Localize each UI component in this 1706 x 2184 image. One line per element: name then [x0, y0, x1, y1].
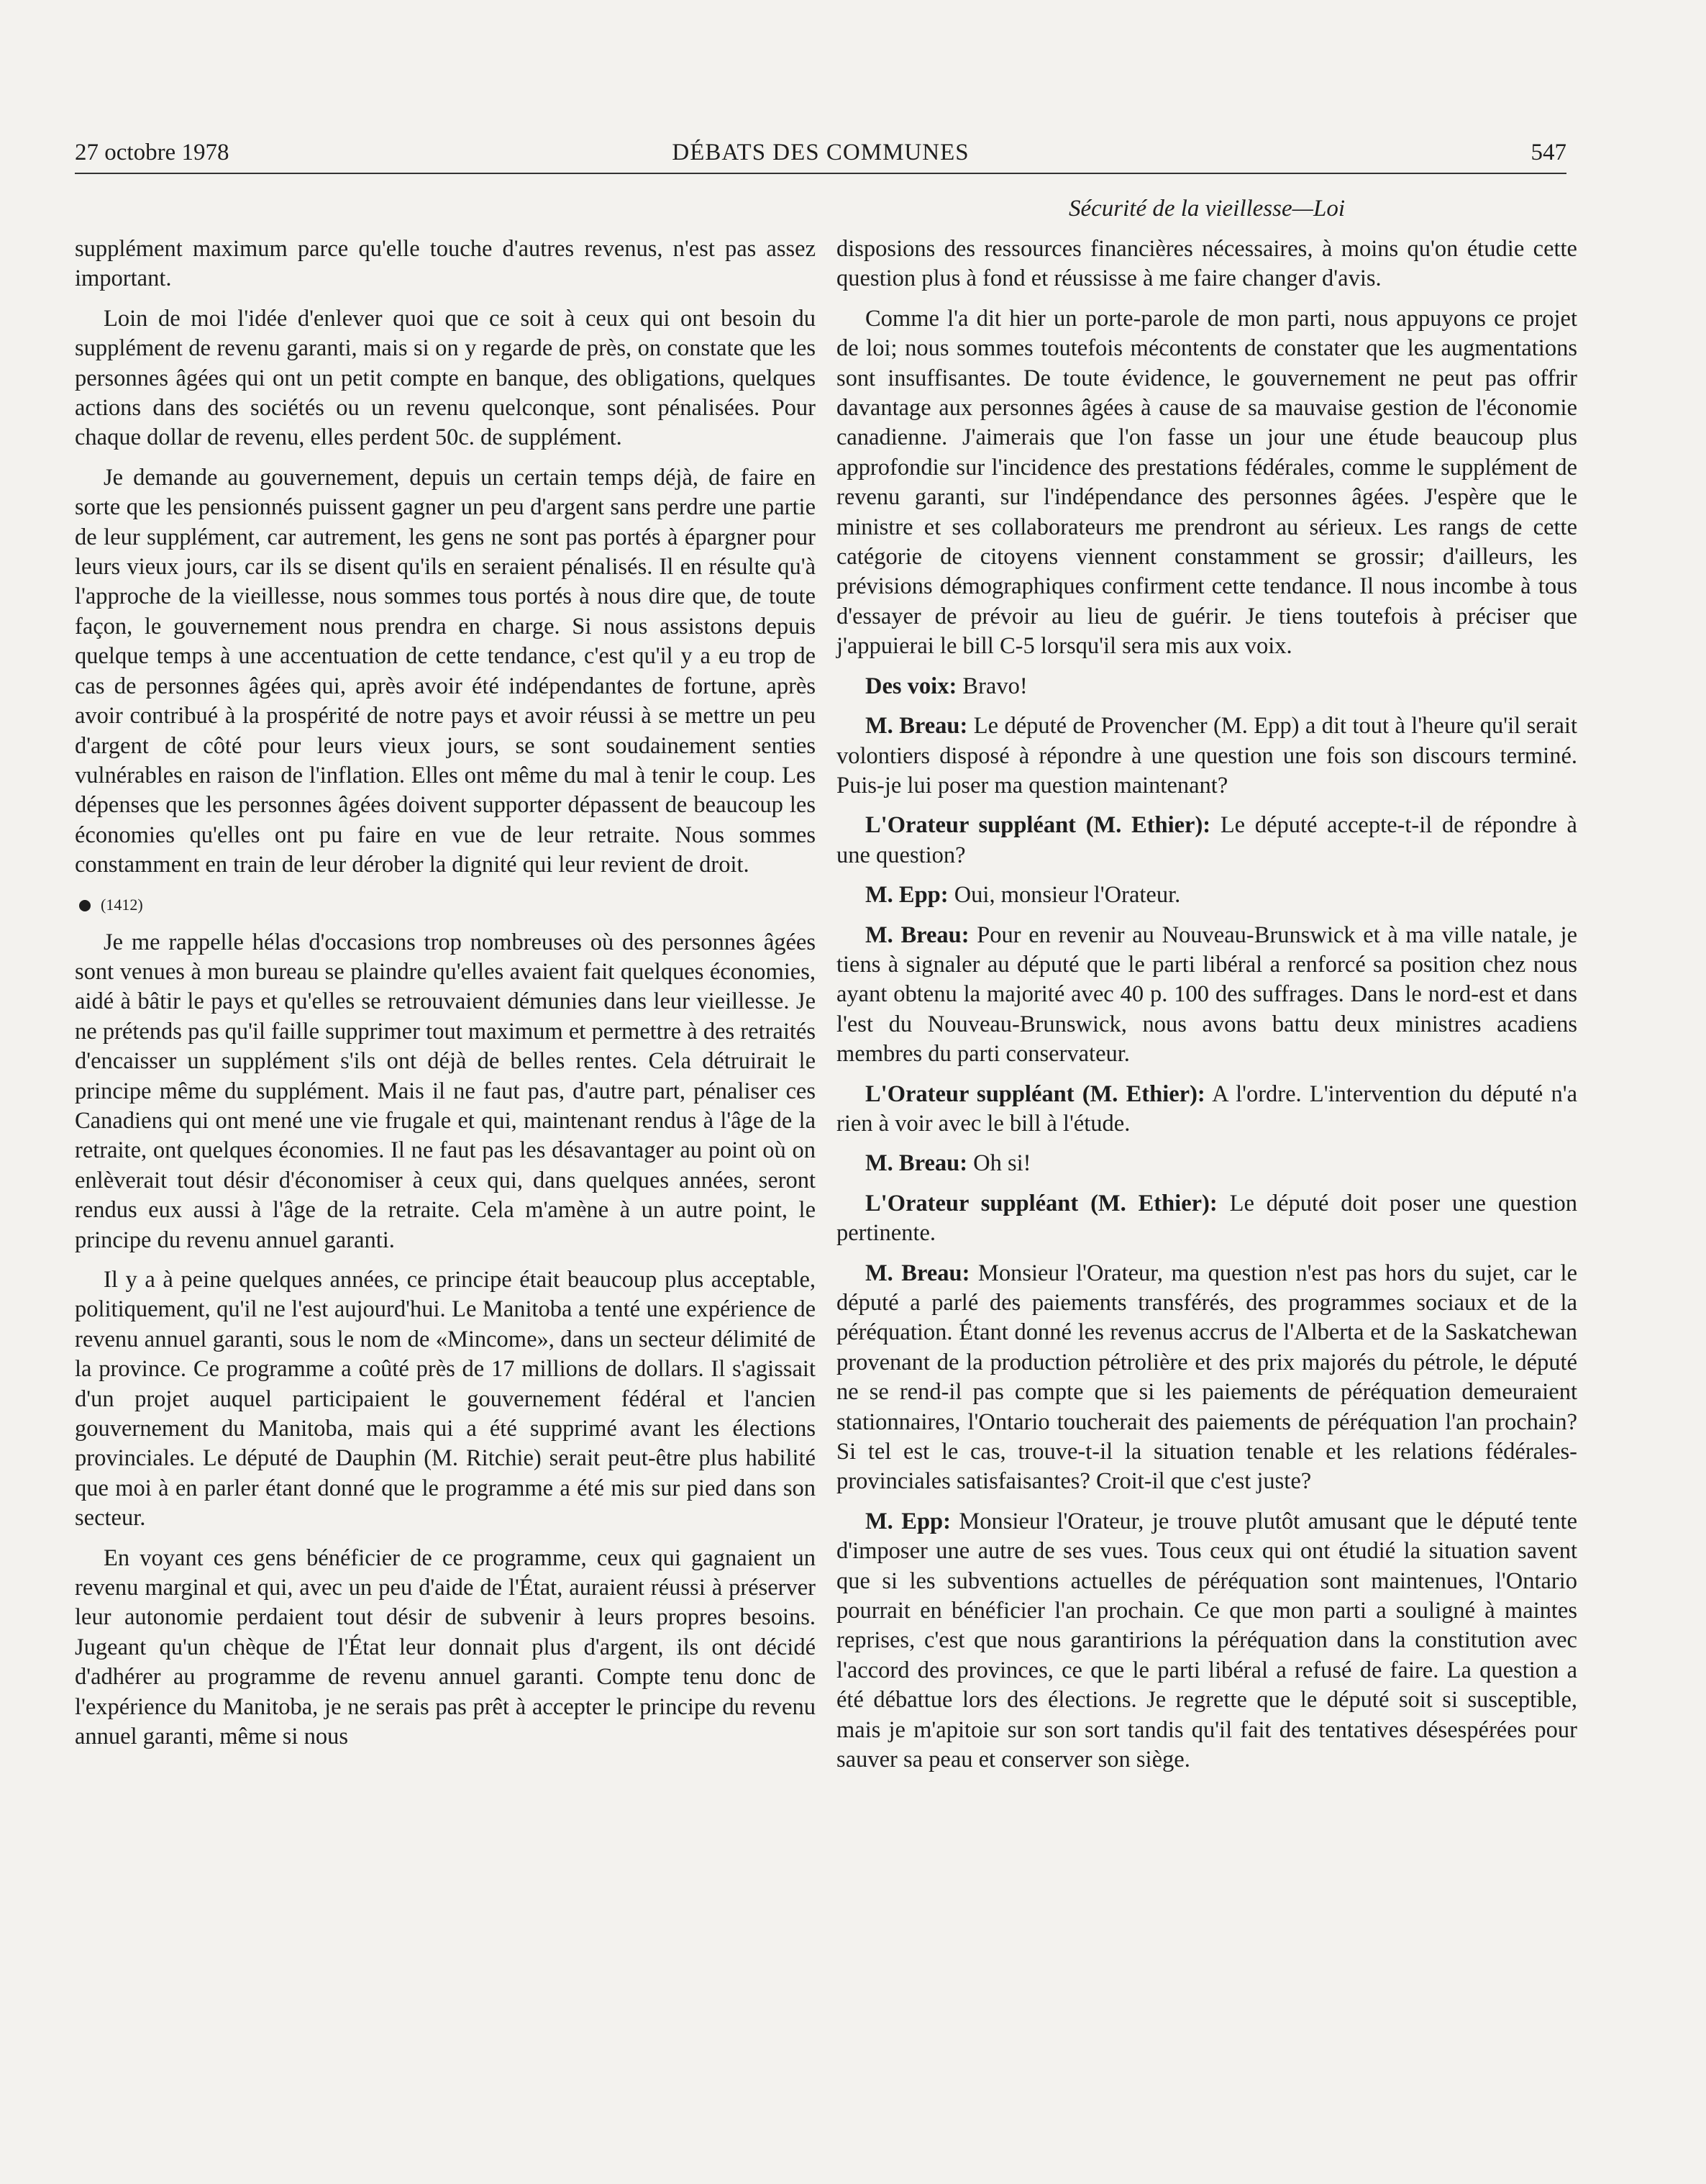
header-date: 27 octobre 1978: [75, 140, 229, 165]
page-header: [75, 137, 1566, 174]
exchange-paragraph: [836, 811, 1577, 870]
exchange-paragraph: [836, 1189, 1577, 1249]
exchange-paragraph: [836, 1080, 1577, 1139]
speech-text: Monsieur l'Orateur, je trouve plutôt amusant que le député tente d'imposer une autre de ses vues. Tous ceux qui ont étudié la situation savent que si les subventions actuelles de péréquation sont maintenues, l'Ontario pourrait en bénéficier l'an prochain. Ce que mon parti a souligné à maintes reprises, c'est que nous garantirions la péréquation dans la constitution avec l'accord des provinces, ce que le parti libéral a refusé de faire. La question a été débattue lors des élections. Je regrette que le député soit si susceptible, mais je m'apitoie sur son sort tandis qu'il fait des tentatives désespérées pour sauver sa peau et conserver son siège.: [836, 1508, 1578, 1773]
header-page-number: 547: [1531, 140, 1566, 165]
bullet-dot-icon: [79, 900, 91, 911]
paragraph: Il y a à peine quelques années, ce principe était beaucoup plus acceptable, politiquement, qu'il ne l'est aujourd'hui. Le Manitoba a tenté une expérience de revenu annuel garanti, sous le nom de «Mincome», dans un secteur délimité de la province. Ce programme a coûté près de 17 millions de dollars. Il s'agissait d'un projet auquel participaient le gouvernement fédéral et l'ancien gouvernement du Manitoba, mais qui a été supprimé avant les élections provinciales. Le député de Dauphin (M. Ritchie) serait peut-être plus habilité que moi à en parler étant donné que le programme a été mis sur pied dans son secteur.: [75, 1267, 816, 1532]
speech-text: Le député accepte-t-il de répondre à une question?: [836, 812, 1577, 868]
running-head: Sécurité de la vieillesse—Loi: [1069, 196, 1345, 222]
paragraph: Loin de moi l'idée d'enlever quoi que ce soit à ceux qui ont besoin du supplément de revenu garanti, mais si on y regarde de près, on constate que les personnes âgées qui ont un petit compte en banque, des obligations, quelques actions dans des sociétés ou un revenu quelconque, sont pénalisées. Pour chaque dollar de revenu, elles perdent 50c. de supplément.: [75, 305, 816, 451]
exchange-paragraph: [836, 921, 1577, 1070]
speaker-name: M. Breau:: [865, 922, 970, 948]
exchange-paragraph: [836, 1507, 1577, 1775]
paragraph: disposions des ressources financières nécessaires, à moins qu'on étudie cette question plus à fond et réussisse à me faire changer d'avis.: [836, 236, 1577, 292]
speaker-name: L'Orateur suppléant (M. Ethier):: [865, 1190, 1218, 1216]
speech-text: Bravo!: [957, 673, 1028, 699]
paragraph: Je demande au gouvernement, depuis un certain temps déjà, de faire en sorte que les pensionnés puissent gagner un peu d'argent sans perdre une partie de leur supplément, car autrement, les gens ne sont pas portés à épargner pour leurs vieux jours, car ils se disent qu'ils en seraient pénalisés. Il en résulte qu'à l'approche de la vieillesse, nous sommes tous portés à nous dire que, de toute façon, le gouvernement nous prendra en charge. Si nous assistons depuis quelque temps à une accentuation de cette tendance, c'est qu'il y a eu trop de cas de personnes âgées qui, après avoir été indépendantes de fortune, après avoir contribué à la prospérité de notre pays et avoir réussi à se mettre un peu d'argent de côté pour leurs vieux jours, se sont soudainement senties vulnérables en raison de l'inflation. Elles ont même du mal à tenir le coup. Les dépenses que les personnes âgées doivent supporter dépassent de beaucoup les économies qu'elles ont pu faire en vue de leur retraite. Nous sommes constamment en train de leur dérober la dignité qui leur revient de droit.: [75, 464, 816, 878]
time-marker-text: (1412): [101, 895, 143, 914]
right-column: [836, 235, 1577, 1785]
speaker-name: Des voix:: [865, 673, 957, 699]
exchange-paragraph: [836, 1259, 1577, 1497]
speech-text: Le député doit poser une question pertinente.: [836, 1190, 1577, 1247]
time-marker: [75, 891, 816, 919]
speaker-name: M. Epp:: [865, 1508, 951, 1534]
speaker-name: M. Breau:: [865, 713, 968, 740]
speaker-name: M. Breau:: [865, 1260, 970, 1286]
speech-text: Monsieur l'Orateur, ma question n'est pas hors du sujet, car le député a parlé des paiements transférés, des programmes sociaux et de la péréquation. Étant donné les revenus accrus de l'Alberta et de la Saskatchewan provenant de la production pétrolière et des prix majorés du pétrole, le député ne se rend-il pas compte que si les paiements de péréquation demeuraient stationnaires, l'Ontario toucherait des paiements de péréquation l'an prochain? Si tel est le cas, trouve-t-il la situation tenable et les relations fédérales-provinciales satisfaisantes? Croit-il que c'est juste?: [836, 1260, 1578, 1495]
exchange-paragraph: [836, 711, 1577, 801]
exchange-paragraph: [836, 1149, 1577, 1178]
speaker-name: L'Orateur suppléant (M. Ethier):: [865, 1080, 1205, 1107]
speech-text: Oh si!: [967, 1150, 1031, 1177]
exchange-paragraph: [836, 881, 1577, 910]
speaker-name: M. Epp:: [865, 882, 949, 909]
paragraph: Je me rappelle hélas d'occasions trop nombreuses où des personnes âgées sont venues à mon bureau se plaindre qu'elles avaient fait quelques économies, aidé à bâtir le pays et qu'elles se retrouvaient démunies dans leur vieillesse. Je ne prétends pas qu'il faille supprimer tout maximum et permettre à des retraités d'encaisser un supplément s'ils ont déjà de belles rentes. Cela détruirait le principe même du supplément. Mais il ne faut pas, d'autre part, pénaliser ces Canadiens qui ont mené une vie frugale et qui, maintenant rendus à l'âge de la retraite, ont quelques économies. Il ne faut pas les désavantager au point où on enlèverait tout désir d'économiser à ceux qui, dans quelques années, seront rendus eux aussi à l'âge de la retraite. Cela m'amène à un autre point, le principe du revenu annuel garanti.: [75, 929, 816, 1253]
speech-text: A l'ordre. L'intervention du député n'a rien à voir avec le bill à l'étude.: [836, 1080, 1577, 1137]
speech-text: Pour en revenir au Nouveau-Brunswick et à ma ville natale, je tiens à signaler au député que le parti libéral a renforcé sa position chez nous ayant obtenu la majorité avec 40 p. 100 des suffrages. Dans le nord-est et dans l'est du Nouveau-Brunswick, nous avons battu deux ministres acadiens membres du parti conservateur.: [836, 922, 1577, 1068]
left-column: [75, 235, 816, 1762]
paragraph: Comme l'a dit hier un porte-parole de mon parti, nous appuyons ce projet de loi; nous sommes toutefois mécontents de constater que les augmentations sont insuffisantes. De toute évidence, le gouvernement ne peut pas offrir davantage aux personnes âgées à cause de sa mauvaise gestion de l'économie canadienne. J'aimerais que l'on fasse un jour une étude beaucoup plus approfondie sur l'incidence des prestations fédérales, comme le supplément de revenu garanti, sur l'indépendance des personnes âgées. J'espère que le ministre et ses collaborateurs me prendront au sérieux. Les rangs de cette catégorie de citoyens viennent constamment se grossir; d'ailleurs, les prévisions démographiques confirment cette tendance. Il nous incombe à tous d'essayer de prévoir au lieu de guérir. Je tiens toutefois à préciser que j'appuierai le bill C-5 lorsqu'il sera mis aux voix.: [836, 305, 1577, 660]
speaker-name: L'Orateur suppléant (M. Ethier):: [865, 812, 1211, 839]
paragraph: supplément maximum parce qu'elle touche d'autres revenus, n'est pas assez important.: [75, 236, 816, 292]
paragraph: En voyant ces gens bénéficier de ce programme, ceux qui gagnaient un revenu marginal et qui, avec un peu d'aide de l'État, auraient réussi à préserver leur autonomie perdaient tout désir de subvenir à leurs propres besoins. Jugeant qu'un chèque de l'État leur donnait plus d'argent, ils ont décidé d'adhérer au programme de revenu annuel garanti. Compte tenu donc de l'expérience du Manitoba, je ne serais pas prêt à accepter le principe du revenu annuel garanti, même si nous: [75, 1544, 816, 1750]
speaker-name: M. Breau:: [865, 1150, 968, 1177]
header-title: DÉBATS DES COMMUNES: [672, 140, 970, 165]
exchange-paragraph: [836, 672, 1577, 701]
speech-text: Le député de Provencher (M. Epp) a dit tout à l'heure qu'il serait volontiers disposé à répondre à une question une fois son discours terminé. Puis-je lui poser ma question maintenant?: [836, 713, 1577, 798]
speech-text: Oui, monsieur l'Orateur.: [948, 882, 1181, 909]
